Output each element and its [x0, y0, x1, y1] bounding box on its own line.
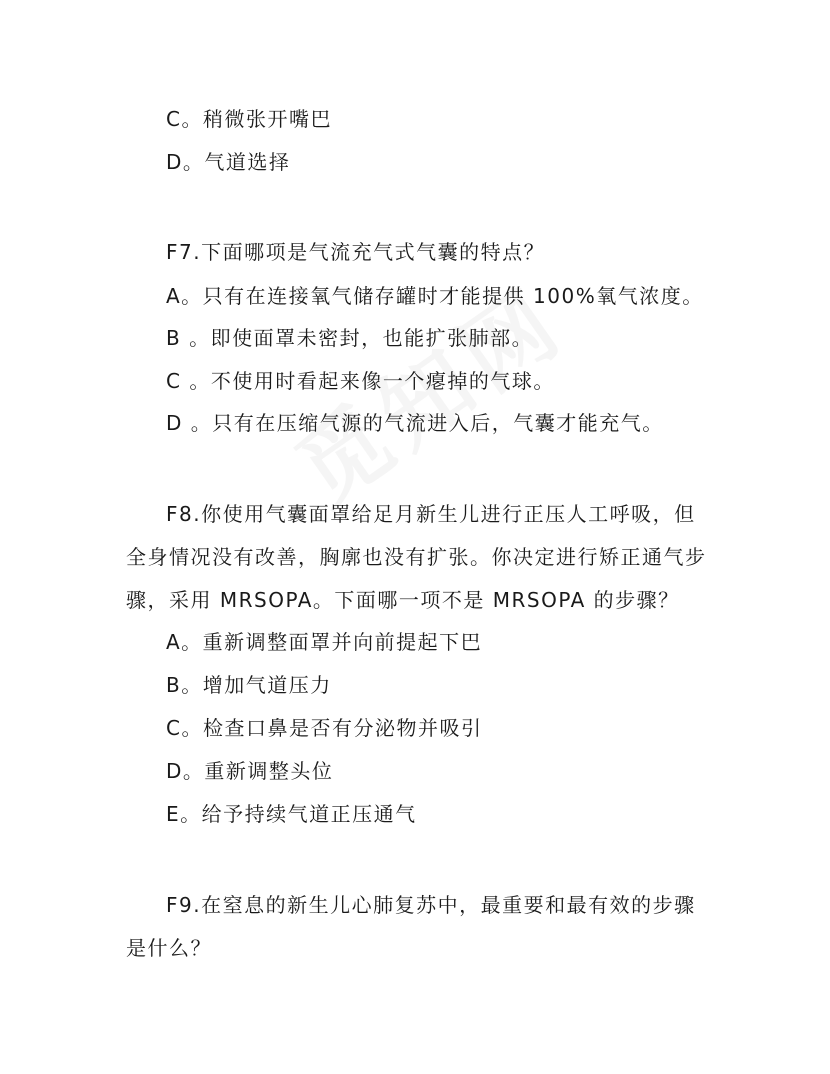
- question-f8-line2: 全身情况没有改善，胸廓也没有扩张。你决定进行矫正通气步: [126, 545, 707, 569]
- q8-option-c: C。检查口鼻是否有分泌物并吸引: [166, 716, 483, 740]
- question-f8-line3: 骤，采用 MRSOPA。下面哪一项不是 MRSOPA 的步骤？: [126, 588, 680, 612]
- question-f9-line1: F9.在窒息的新生儿心肺复苏中，最重要和最有效的步骤: [166, 893, 696, 917]
- q8-option-e: E。给予持续气道正压通气: [166, 802, 417, 826]
- q8-option-b: B。增加气道压力: [166, 673, 332, 697]
- q7-option-d: D 。只有在压缩气源的气流进入后，气囊才能充气。: [166, 411, 664, 435]
- q8-option-a: A。重新调整面罩并向前提起下巴: [166, 630, 483, 654]
- option-c-prev: C。稍微张开嘴巴: [166, 107, 332, 131]
- option-d-prev: D。气道选择: [166, 150, 291, 174]
- q8-option-d: D。重新调整头位: [166, 759, 334, 783]
- q7-option-a: A。只有在连接氧气储存罐时才能提供 100%氧气浓度。: [166, 284, 704, 308]
- question-f8-line1: F8.你使用气囊面罩给足月新生儿进行正压人工呼吸，但: [166, 502, 696, 526]
- q7-option-b: B 。即使面罩未密封，也能扩张肺部。: [166, 326, 534, 350]
- question-f7-text: F7.下面哪项是气流充气式气囊的特点？: [166, 240, 546, 264]
- question-f9-line2: 是什么？: [126, 936, 212, 960]
- q7-option-c: C 。不使用时看起来像一个瘪掉的气球。: [166, 369, 555, 393]
